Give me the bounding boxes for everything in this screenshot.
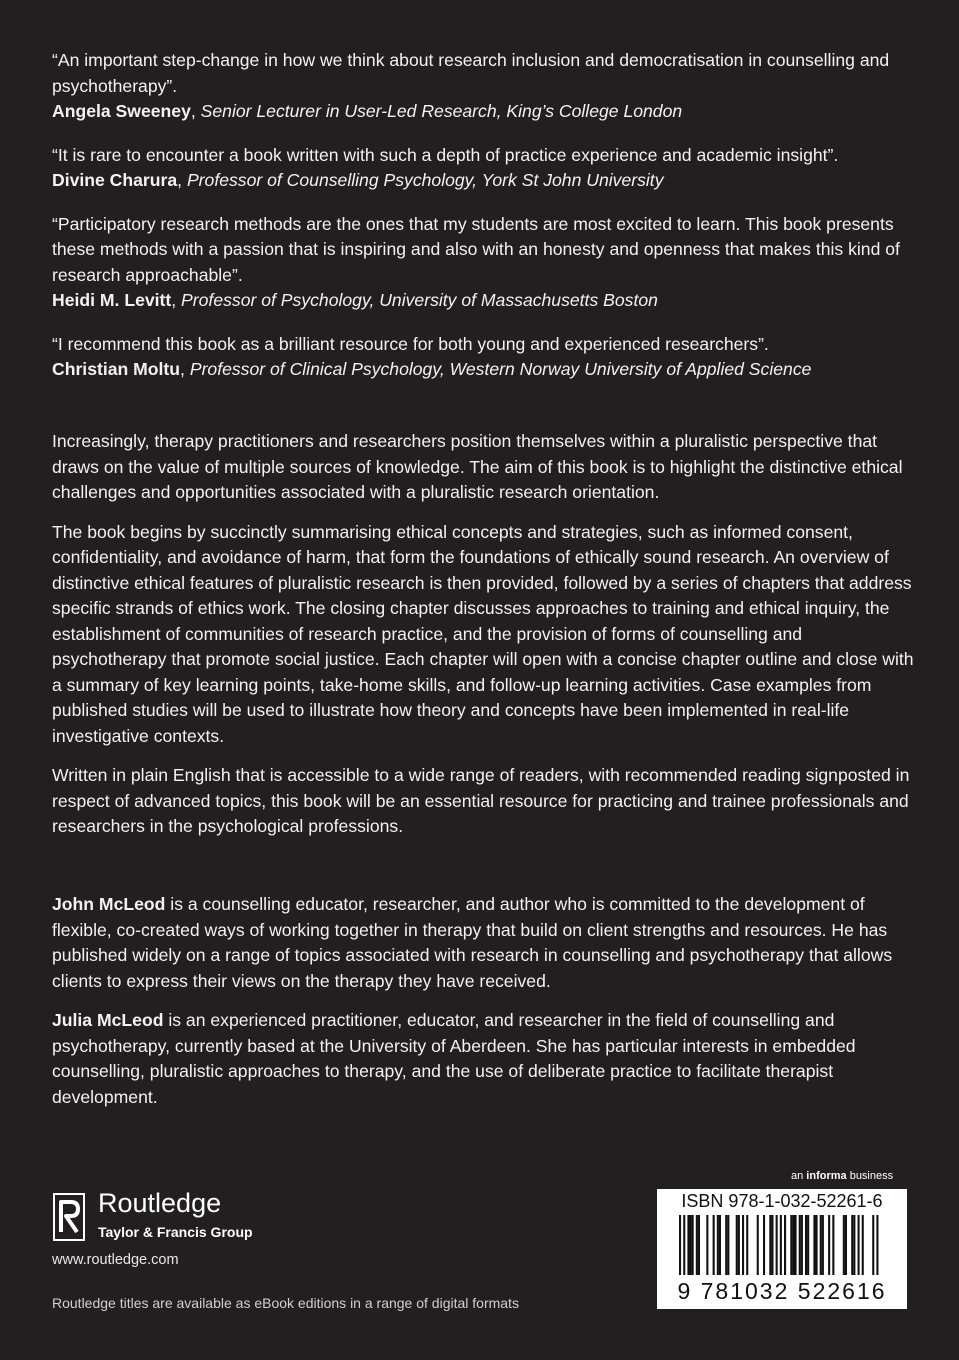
barcode-bar — [872, 1215, 874, 1275]
endorser-name: Angela Sweeney — [52, 101, 191, 121]
barcode-digits: 9 781032 522616 — [677, 1278, 887, 1304]
barcode-bar — [727, 1215, 729, 1275]
barcode-bar — [736, 1215, 738, 1275]
routledge-r-icon — [52, 1192, 86, 1242]
barcode-bar — [822, 1215, 824, 1275]
barcode-bar — [719, 1215, 721, 1275]
endorsement-quote: “Participatory research methods are the ones that my students are most excited to learn. This book presents these methods with a passion that is inspiring and also with an honesty and openness that makes this kind of research approachable”. — [52, 213, 900, 285]
barcode-bar — [792, 1215, 794, 1275]
endorsements — [52, 48, 912, 401]
barcode-bar — [801, 1215, 803, 1275]
barcode-bar — [692, 1215, 694, 1275]
endorser-affiliation: Professor of Counselling Psychology, York St John University — [186, 170, 664, 190]
barcode-bar — [851, 1215, 853, 1275]
barcode-bar — [853, 1215, 855, 1275]
ebook-note: Routledge titles are available as eBook editions in a range of digital formats — [52, 1295, 519, 1311]
description-paragraph: Written in plain English that is accessible to a wide range of readers, with recommended reading signposted in respect of advanced topics, this book will be an essential resource for practicing and trainee professionals and researchers in the psychological professions. — [52, 765, 910, 836]
barcode-bar — [717, 1215, 719, 1275]
author-name: Julia McLeod — [52, 1010, 164, 1030]
barcode-bar — [713, 1215, 715, 1275]
barcode-bar — [742, 1215, 744, 1275]
barcode-bar — [790, 1215, 792, 1275]
publisher-group: Taylor & Francis Group — [98, 1224, 253, 1240]
barcode-bar — [771, 1215, 773, 1275]
barcode-bar — [687, 1215, 689, 1275]
barcode-bar — [690, 1215, 692, 1275]
endorser-affiliation: Professor of Psychology, University of Massachusetts Boston — [181, 290, 658, 310]
endorsement: “I recommend this book as a brilliant resource for both young and experienced researchers”. Christian Moltu, Professor of Clinical Psychology, Western Norway University of Applied Science — [52, 332, 912, 383]
endorsement-quote: “I recommend this book as a brilliant resource for both young and experienced researchers”. — [52, 333, 769, 354]
barcode-bar — [795, 1215, 797, 1275]
barcode-bar — [862, 1215, 864, 1275]
author-bio-text: is a counselling educator, researcher, and author who is committed to the development of flexible, co-created ways of working together in therapy that build on client strengths and resources. He has published widely on a range of topics associated with research in counselling and psychotherapy that allows clients to express their views on the therapy they have received. — [52, 894, 893, 991]
barcode-bar — [757, 1215, 759, 1275]
barcode-bar — [696, 1215, 698, 1275]
barcode-bar — [763, 1215, 765, 1275]
author-bio — [52, 1008, 914, 1110]
description-paragraph: Increasingly, therapy practitioners and researchers position themselves within a pluralistic perspective that draws on the value of multiple sources of knowledge. The aim of this book is to highlight the distinctive ethical challenges and opportunities associated with a pluralistic research orientation. — [52, 431, 903, 502]
endorser-name: Divine Charura — [52, 170, 178, 190]
endorsement-quote: “It is rare to encounter a book written with such a depth of practice experience and academic insight”. — [52, 144, 839, 165]
barcode-bar — [706, 1215, 708, 1275]
routledge-logo — [52, 1188, 252, 1248]
endorser-affiliation: Senior Lecturer in User-Led Research, King’s College London — [200, 101, 683, 121]
barcode-bar — [828, 1215, 830, 1275]
barcode-bar — [845, 1215, 847, 1275]
barcode-bar — [738, 1215, 740, 1275]
barcode-bar — [683, 1215, 685, 1275]
barcode-bar — [832, 1215, 834, 1275]
barcode-bar — [843, 1215, 845, 1275]
endorser-name: Christian Moltu — [52, 359, 181, 379]
barcode-bars — [657, 1215, 907, 1275]
author-bios — [52, 892, 914, 1124]
author-bio-text: is an experienced practitioner, educator, and researcher in the field of counselling and psychotherapy, currently based at the University of Aberdeen. She has particular interests in embedded counselling, pluralistic approaches to therapy, and the use of deliberate practice to facilitate therapist development. — [52, 1010, 856, 1107]
barcode-bar — [746, 1215, 748, 1275]
barcode-bar — [698, 1215, 700, 1275]
publisher-website[interactable]: www.routledge.com — [52, 1252, 179, 1268]
author-bio — [52, 892, 914, 994]
barcode-bar — [784, 1215, 786, 1275]
barcode-bar — [780, 1215, 782, 1275]
barcode-bar — [807, 1215, 809, 1275]
informa-wordmark: informa — [806, 1170, 847, 1182]
endorsement-quote: “An important step-change in how we think about research inclusion and democratisation in counselling and psychotherapy”. — [52, 50, 890, 96]
barcode-bar — [769, 1215, 771, 1275]
isbn-label: ISBN 978-1-032-52261-6 — [681, 1191, 883, 1211]
endorser-affiliation: Professor of Clinical Psychology, Western Norway University of Applied Science — [189, 359, 812, 379]
endorsement: “Participatory research methods are the ones that my students are most excited to learn. This book presents these methods with a passion that is inspiring and also with an honesty and openness that makes this kind of research approachable”. Heidi M. Levitt, Professor of Psychology, University of Massachusetts Boston — [52, 212, 912, 314]
barcode-bar — [813, 1215, 815, 1275]
barcode-bar — [805, 1215, 807, 1275]
barcode-bar — [876, 1215, 878, 1275]
description-paragraph: The book begins by succinctly summarising ethical concepts and strategies, such as informed consent, confidentiality, and avoidance of harm, that form the foundations of ethically sound research. An overview of distinctive ethical features of pluralistic research is then provided, followed by a series of chapters that address specific strands of ethics work. The closing chapter discusses approaches to training and ethical inquiry, the establishment of communities of research practice, and the provision of forms of counselling and psychotherapy that promote social justice. Each chapter will open with a concise chapter outline and close with a summary of key learning points, take-home skills, and follow-up learning activities. Case examples from published studies will be used to illustrate how theory and concepts have been implemented in real-life investigative contexts. — [52, 521, 914, 746]
barcode-bar — [725, 1215, 727, 1275]
publisher-name: Routledge — [98, 1188, 222, 1218]
barcode-bar — [820, 1215, 822, 1275]
endorser-name: Heidi M. Levitt — [52, 290, 172, 310]
barcode-bar — [776, 1215, 778, 1275]
barcode-bar — [799, 1215, 801, 1275]
barcode-bar — [858, 1215, 860, 1275]
endorsement: “It is rare to encounter a book written with such a depth of practice experience and academic insight”. Divine Charura, Professor of Counselling Psychology, York St John University — [52, 143, 912, 194]
author-name: John McLeod — [52, 894, 166, 914]
barcode-bar — [679, 1215, 681, 1275]
isbn-barcode — [657, 1189, 907, 1309]
book-description — [52, 429, 914, 854]
barcode-bar — [816, 1215, 818, 1275]
informa-tagline: an informa business — [791, 1170, 894, 1182]
endorsement: “An important step-change in how we think about research inclusion and democratisation in counselling and psychotherapy”. Angela Sweeney, Senior Lecturer in User-Led Research, King’s College London — [52, 48, 912, 125]
